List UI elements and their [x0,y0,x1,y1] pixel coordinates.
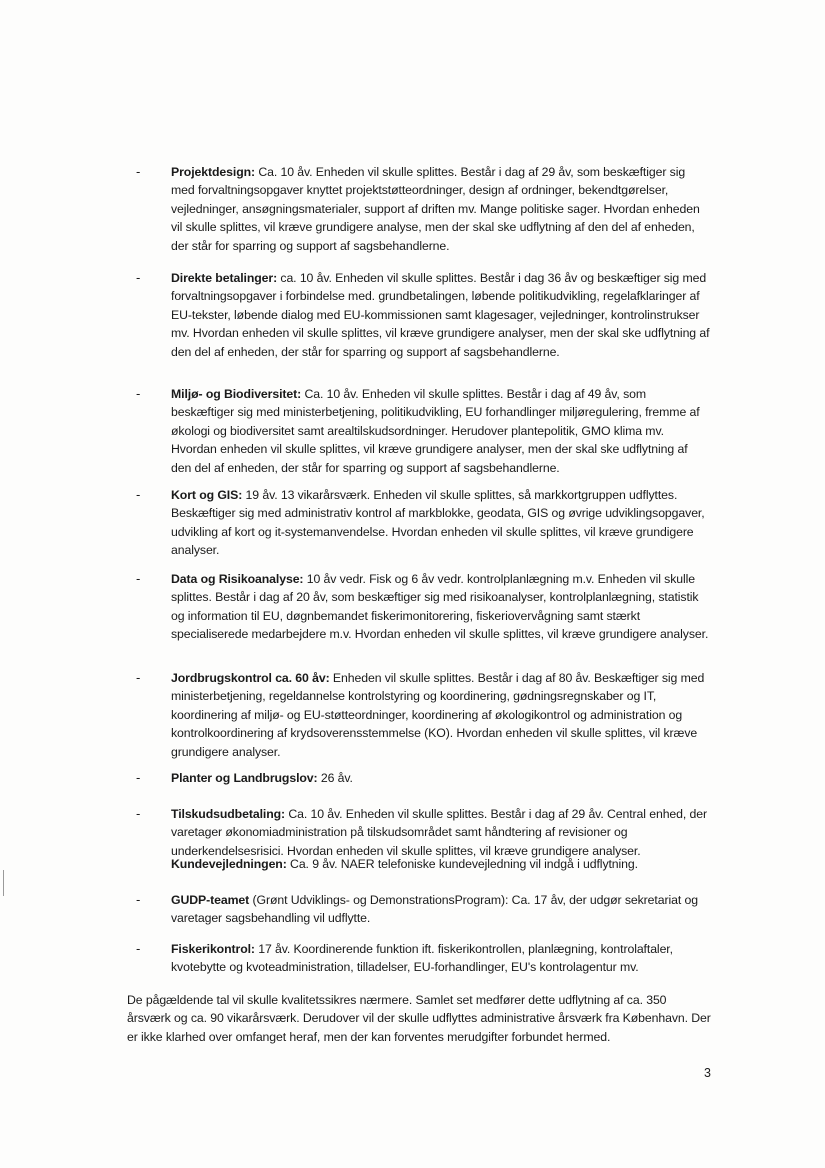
list-item-text: Ca. 10 åv. Enheden vil skulle splittes. Består i dag af 29 åv. Central enhed, der varetager økonomiadministration på tilskudsområdet samt håndtering af revisioner og underkendelsesrisici. Hvordan enheden vil skulle splittes, vil kræve grundigere analyser. [171,807,708,858]
list-item-title: Fiskerikontrol: [171,942,255,956]
list-item-body [171,855,711,873]
list-bullet: - [136,270,141,285]
list-item-title: Kundevejledningen: [171,857,287,871]
list-item-text: ca. 10 åv. Enheden vil skulle splittes. Består i dag 36 åv og beskæftiger sig med forvaltningsopgaver i forbindelse med. grundbetalingen, løbende politikudvikling, regelafklaringer af EU-tekster, løbende dialog med EU-kommissionen samt klagesager, vejledninger, kontrolinstrukser mv. Hvordan enheden vil skulle splittes, vil kræve grundigere analyser, men der skal ske udflytning af den del af enheden, der står for sparring og support af sagsbehandlerne. [171,271,710,359]
list-bullet: - [136,770,141,785]
list-bullet: - [136,164,141,179]
list-bullet: - [136,941,141,956]
list-bullet: - [136,571,141,586]
list-item-body [171,570,711,644]
list-item-text: 26 åv. [317,771,353,785]
list-bullet: - [136,487,141,502]
list-item-title: Planter og Landbrugslov: [171,771,318,785]
list-item-text: 17 åv. Koordinerende funktion ift. fiskerikontrollen, planlægning, kontrolaftaler, kvotebytte og kvoteadministration, tilladelser, EU-forhandlinger, EU's kontrolagentur mv. [171,942,673,975]
closing-paragraph: De pågældende tal vil skulle kvalitetssikres nærmere. Samlet set medfører dette udflytning af ca. 350 årsværk og ca. 90 vikarårsværk. Derudover vil der skulle udflyttes administrative årsværk fra København. Der er ikke klarhed over omfanget heraf, men der kan forventes merudgifter forbundet hermed. [127,993,711,1044]
list-item-text: Enheden vil skulle splittes. Består i dag af 80 åv. Beskæftiger sig med ministerbetjening, regeldannelse kontrolstyring og koordinering, gødningsregnskaber og IT, koordinering af miljø- og EU-støtteordninger, koordinering af økologikontrol og administration og kontrolkoordinering af krydsoverensstemmelse (KO). Hvordan enheden vil skulle splittes, vil kræve grundigere analyser. [171,671,705,759]
list-item-title: Projektdesign: [171,165,256,179]
list-item-body [171,891,711,928]
list-item-text: Ca. 10 åv. Enheden vil skulle splittes. Består i dag af 49 åv, som beskæftiger sig med ministerbetjening, politikudvikling, EU forhandlinger miljøregulering, fremme af økologi og biodiversitet samt arealtilskudsordninger. Herudover plantepolitik, GMO klima mv. Hvordan enheden vil skulle splittes, vil kræve grundigere analyser, men der skal ske udflytning af den del af enheden, der står for sparring og support af sagsbehandlerne. [171,387,700,475]
list-item-title: GUDP-teamet [171,893,250,907]
list-item-text: Ca. 9 åv. NAER telefoniske kundevejledning vil indgå i udflytning. [286,857,638,871]
list-item-body [171,769,711,787]
list-item-title: Tilskudsudbetaling: [171,807,286,821]
list-item-body [171,940,711,977]
list-item-title: Miljø- og Biodiversitet: [171,387,302,401]
list-bullet: - [136,806,141,821]
list-item-text: Ca. 10 åv. Enheden vil skulle splittes. Består i dag af 29 åv, som beskæftiger sig med forvaltningsopgaver knyttet projektstøtteordninger, design af ordninger, bekendtgørelser, vejledninger, ansøgningsmaterialer, support af driften mv. Mange politiske sager. Hvordan enheden vil skulle splittes, vil kræve grundigere analyse, men der skal ske udflytning af den del af enheden, der står for sparring og support af sagsbehandlerne. [171,165,700,253]
list-item-title: Direkte betalinger: [171,271,278,285]
list-item-text: 10 åv vedr. Fisk og 6 åv vedr. kontrolplanlægning m.v. Enheden vil skulle splittes. Består i dag af 20 åv, som beskæftiger sig med risikoanalyser, kontrolplanlægning, statistik og information til EU, døgnbemandet fiskerimonitorering, fiskeriovervågning samt stærkt specialiserede medarbejdere m.v. Hvordan enheden vil skulle splittes, vil kræve grundigere analyser. [171,572,709,642]
list-item-body [171,486,711,560]
list-item-body [171,385,711,477]
list-item-text: 19 åv. 13 vikarårsværk. Enheden vil skulle splittes, så markkortgruppen udflyttes. Beskæftiger sig med administrativ kontrol af markblokke, geodata, GIS og øvrige udviklingsopgaver, udvikling af kort og it-systemanvendelse. Hvordan enheden vil skulle splittes, vil kræve grundigere analyser. [171,488,705,558]
page-number: 3 [704,1066,711,1080]
list-item-text: (Grønt Udviklings- og DemonstrationsProgram): Ca. 17 åv, der udgør sekretariat og varetager sagsbehandling vil udflytte. [171,893,698,926]
list-bullet: - [136,670,141,685]
list-bullet: - [136,386,141,401]
list-item-title: Data og Risikoanalyse: [171,572,304,586]
list-item-body [171,805,711,860]
scan-margin-mark [2,870,5,896]
list-item-title: Jordbrugskontrol ca. 60 åv: [171,671,330,685]
list-bullet: - [136,892,141,907]
list-item-body [171,669,711,761]
list-item-body [171,269,711,361]
list-item-title: Kort og GIS: [171,488,243,502]
list-item-body [171,163,711,255]
